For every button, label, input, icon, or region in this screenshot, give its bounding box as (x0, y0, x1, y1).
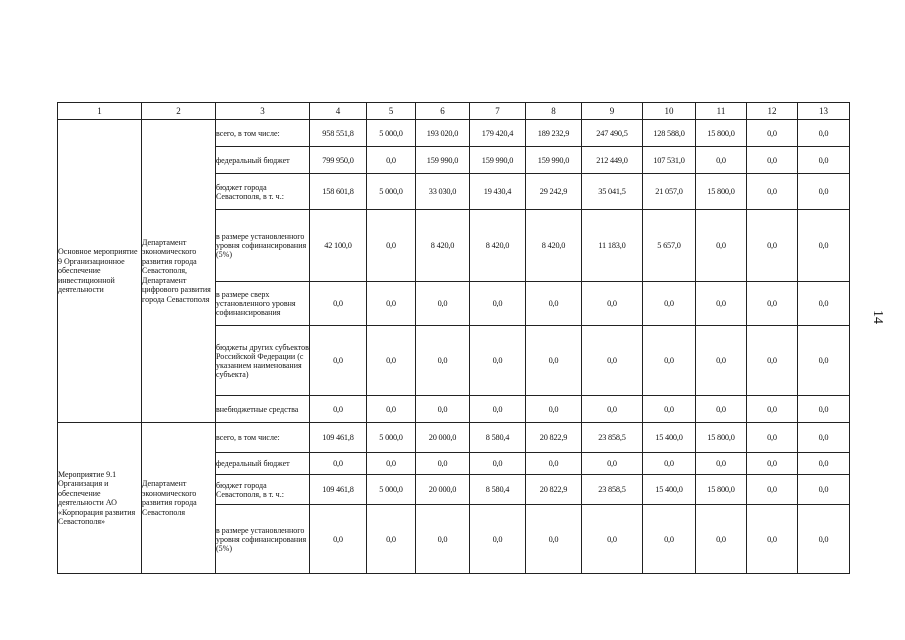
amount-cell: 0,0 (643, 326, 696, 396)
amount-cell: 0,0 (416, 505, 470, 574)
amount-cell: 15 800,0 (696, 120, 747, 147)
amount-cell: 19 430,4 (470, 174, 526, 210)
amount-cell: 11 183,0 (582, 210, 643, 282)
funding-source: бюджет города Севастополя, в т. ч.: (216, 475, 310, 505)
amount-cell: 0,0 (747, 396, 798, 423)
amount-cell: 0,0 (747, 174, 798, 210)
amount-cell: 0,0 (798, 396, 850, 423)
amount-cell: 107 531,0 (643, 147, 696, 174)
amount-cell: 193 020,0 (416, 120, 470, 147)
column-number: 6 (416, 103, 470, 120)
amount-cell: 0,0 (582, 453, 643, 475)
column-number: 7 (470, 103, 526, 120)
amount-cell: 0,0 (747, 423, 798, 453)
amount-cell: 0,0 (798, 505, 850, 574)
amount-cell: 0,0 (798, 453, 850, 475)
amount-cell: 0,0 (526, 326, 582, 396)
amount-cell: 109 461,8 (310, 475, 367, 505)
column-number: 13 (798, 103, 850, 120)
amount-cell: 0,0 (582, 396, 643, 423)
amount-cell: 15 800,0 (696, 475, 747, 505)
budget-table (57, 102, 850, 574)
amount-cell: 0,0 (470, 282, 526, 326)
amount-cell: 0,0 (310, 282, 367, 326)
amount-cell: 0,0 (416, 453, 470, 475)
amount-cell: 0,0 (582, 326, 643, 396)
funding-source: в размере установленного уровня софинансирования (5%) (216, 505, 310, 574)
amount-cell: 5 000,0 (367, 423, 416, 453)
amount-cell: 0,0 (470, 396, 526, 423)
amount-cell: 0,0 (643, 282, 696, 326)
funding-source: внебюджетные средства (216, 396, 310, 423)
amount-cell: 0,0 (696, 282, 747, 326)
amount-cell: 0,0 (470, 453, 526, 475)
amount-cell: 0,0 (696, 210, 747, 282)
column-number: 4 (310, 103, 367, 120)
amount-cell: 0,0 (798, 423, 850, 453)
amount-cell: 0,0 (798, 174, 850, 210)
amount-cell: 158 601,8 (310, 174, 367, 210)
amount-cell: 109 461,8 (310, 423, 367, 453)
funding-source: бюджеты других субъектов Российской Федерации (с указанием наименования субъекта) (216, 326, 310, 396)
amount-cell: 958 551,8 (310, 120, 367, 147)
column-number: 3 (216, 103, 310, 120)
amount-cell: 0,0 (310, 453, 367, 475)
amount-cell: 0,0 (747, 475, 798, 505)
amount-cell: 0,0 (367, 147, 416, 174)
funding-source: федеральный бюджет (216, 453, 310, 475)
amount-cell: 128 588,0 (643, 120, 696, 147)
amount-cell: 15 800,0 (696, 423, 747, 453)
amount-cell: 8 420,0 (416, 210, 470, 282)
column-number: 5 (367, 103, 416, 120)
column-number-row (58, 103, 850, 120)
amount-cell: 0,0 (470, 505, 526, 574)
column-number: 10 (643, 103, 696, 120)
amount-cell: 0,0 (747, 120, 798, 147)
amount-cell: 20 822,9 (526, 423, 582, 453)
amount-cell: 0,0 (367, 210, 416, 282)
amount-cell: 0,0 (310, 505, 367, 574)
amount-cell: 0,0 (798, 282, 850, 326)
amount-cell: 0,0 (310, 326, 367, 396)
amount-cell: 20 000,0 (416, 423, 470, 453)
amount-cell: 0,0 (470, 326, 526, 396)
amount-cell: 35 041,5 (582, 174, 643, 210)
amount-cell: 23 858,5 (582, 423, 643, 453)
amount-cell: 8 420,0 (526, 210, 582, 282)
amount-cell: 15 400,0 (643, 475, 696, 505)
amount-cell: 159 990,0 (416, 147, 470, 174)
amount-cell: 0,0 (367, 396, 416, 423)
executor-name: Департамент экономического развития города Севастополя (142, 423, 216, 574)
amount-cell: 0,0 (747, 326, 798, 396)
table-row (58, 120, 850, 147)
amount-cell: 247 490,5 (582, 120, 643, 147)
column-number: 8 (526, 103, 582, 120)
funding-source: федеральный бюджет (216, 147, 310, 174)
executor-name: Департамент экономического развития города Севастополя, Департамент цифрового развития города Севастополя (142, 120, 216, 423)
amount-cell: 0,0 (696, 505, 747, 574)
column-number: 1 (58, 103, 142, 120)
amount-cell: 23 858,5 (582, 475, 643, 505)
amount-cell: 8 420,0 (470, 210, 526, 282)
amount-cell: 20 000,0 (416, 475, 470, 505)
amount-cell: 0,0 (747, 453, 798, 475)
funding-source: в размере сверх установленного уровня софинансирования (216, 282, 310, 326)
amount-cell: 159 990,0 (526, 147, 582, 174)
column-number: 12 (747, 103, 798, 120)
amount-cell: 0,0 (367, 282, 416, 326)
measure-name: Основное мероприятие 9 Организационное обеспечение инвестиционной деятельности (58, 120, 142, 423)
page-number: 14 (870, 310, 885, 324)
amount-cell: 0,0 (798, 147, 850, 174)
amount-cell: 0,0 (798, 475, 850, 505)
amount-cell: 20 822,9 (526, 475, 582, 505)
amount-cell: 42 100,0 (310, 210, 367, 282)
column-number: 9 (582, 103, 643, 120)
amount-cell: 15 800,0 (696, 174, 747, 210)
amount-cell: 0,0 (696, 453, 747, 475)
amount-cell: 799 950,0 (310, 147, 367, 174)
amount-cell: 179 420,4 (470, 120, 526, 147)
amount-cell: 0,0 (696, 326, 747, 396)
amount-cell: 0,0 (582, 505, 643, 574)
table-row (58, 423, 850, 453)
amount-cell: 0,0 (526, 505, 582, 574)
amount-cell: 0,0 (696, 396, 747, 423)
funding-source: всего, в том числе: (216, 423, 310, 453)
funding-source: бюджет города Севастополя, в т. ч.: (216, 174, 310, 210)
amount-cell: 29 242,9 (526, 174, 582, 210)
measure-name: Мероприятие 9.1 Организация и обеспечение деятельности АО «Корпорация развития Севастополя» (58, 423, 142, 574)
amount-cell: 0,0 (747, 210, 798, 282)
amount-cell: 159 990,0 (470, 147, 526, 174)
amount-cell: 0,0 (526, 282, 582, 326)
amount-cell: 0,0 (367, 326, 416, 396)
column-number: 11 (696, 103, 747, 120)
amount-cell: 189 232,9 (526, 120, 582, 147)
amount-cell: 0,0 (416, 282, 470, 326)
amount-cell: 0,0 (696, 147, 747, 174)
amount-cell: 0,0 (526, 453, 582, 475)
amount-cell: 5 000,0 (367, 475, 416, 505)
amount-cell: 0,0 (747, 147, 798, 174)
budget-table-body (58, 120, 850, 574)
amount-cell: 0,0 (798, 326, 850, 396)
amount-cell: 0,0 (643, 396, 696, 423)
amount-cell: 0,0 (798, 120, 850, 147)
amount-cell: 15 400,0 (643, 423, 696, 453)
amount-cell: 5 000,0 (367, 174, 416, 210)
funding-source: всего, в том числе: (216, 120, 310, 147)
amount-cell: 0,0 (416, 326, 470, 396)
amount-cell: 0,0 (747, 505, 798, 574)
amount-cell: 0,0 (367, 505, 416, 574)
amount-cell: 212 449,0 (582, 147, 643, 174)
amount-cell: 0,0 (310, 396, 367, 423)
amount-cell: 8 580,4 (470, 475, 526, 505)
amount-cell: 0,0 (367, 453, 416, 475)
amount-cell: 0,0 (747, 282, 798, 326)
amount-cell: 21 057,0 (643, 174, 696, 210)
amount-cell: 8 580,4 (470, 423, 526, 453)
amount-cell: 33 030,0 (416, 174, 470, 210)
amount-cell: 0,0 (643, 505, 696, 574)
amount-cell: 0,0 (643, 453, 696, 475)
amount-cell: 0,0 (798, 210, 850, 282)
amount-cell: 5 657,0 (643, 210, 696, 282)
column-number: 2 (142, 103, 216, 120)
funding-source: в размере установленного уровня софинансирования (5%) (216, 210, 310, 282)
amount-cell: 0,0 (416, 396, 470, 423)
amount-cell: 0,0 (582, 282, 643, 326)
amount-cell: 5 000,0 (367, 120, 416, 147)
amount-cell: 0,0 (526, 396, 582, 423)
